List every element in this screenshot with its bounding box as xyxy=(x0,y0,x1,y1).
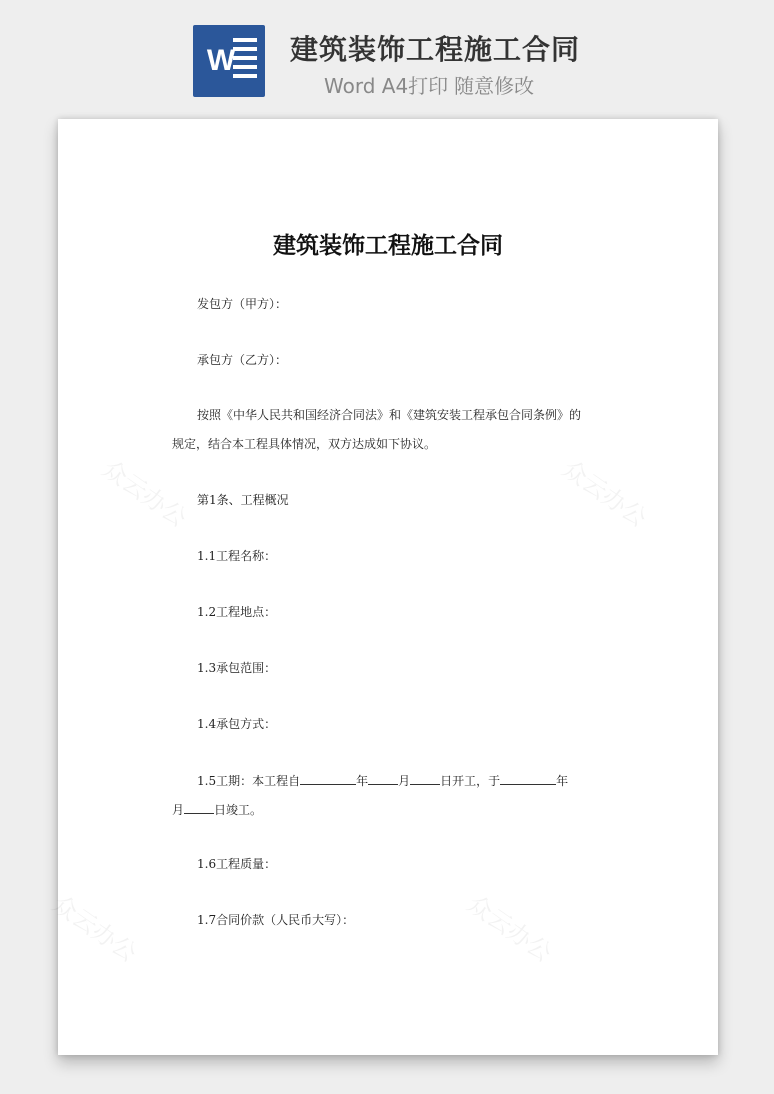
word-app-icon xyxy=(193,25,265,97)
item-1-5-line-1 xyxy=(197,772,568,789)
header-subtitle xyxy=(324,70,540,99)
article-1-heading: 第1条、工程概况 xyxy=(197,493,289,507)
watermark-left: 众云办公 xyxy=(97,454,192,533)
item-1-4: 1.4承包方式： xyxy=(197,717,277,731)
item-1-6: 1.6工程质量： xyxy=(197,857,277,871)
document-title: 建筑装饰工程施工合同 xyxy=(273,233,503,259)
item-1-3: 1.3承包范围： xyxy=(197,661,277,675)
preamble-line-2: 规定，结合本工程具体情况，双方达成如下协议。 xyxy=(172,437,437,451)
blank-start-month xyxy=(368,772,398,785)
party-b-label: 承包方（乙方）： xyxy=(197,353,288,367)
blank-end-day xyxy=(184,801,214,814)
item-1-5-prefix: 1.5工期：本工程自 xyxy=(197,774,301,788)
preamble-line-1: 按照《中华人民共和国经济合同法》和《建筑安装工程承包合同条例》的 xyxy=(197,408,582,422)
blank-start-day xyxy=(410,772,440,785)
watermark-right: 众云办公 xyxy=(557,454,652,533)
item-1-5-month2: 月 xyxy=(172,803,185,817)
item-1-5-end: 日竣工。 xyxy=(214,803,263,817)
item-1-5-year2: 年 xyxy=(556,774,569,788)
item-1-2: 1.2工程地点： xyxy=(197,605,277,619)
blank-start-year xyxy=(300,772,356,785)
watermark-bottom-right: 众云办公 xyxy=(462,889,557,968)
item-1-5-year1: 年 xyxy=(356,774,369,788)
item-1-5-start: 日开工，于 xyxy=(440,774,501,788)
item-1-1: 1.1工程名称： xyxy=(197,549,277,563)
item-1-5-line-2 xyxy=(172,801,262,818)
party-a-label: 发包方（甲方）： xyxy=(197,297,288,311)
item-1-7: 1.7合同价款（人民币大写）： xyxy=(197,913,355,927)
watermark-bottom-left: 众云办公 xyxy=(47,889,142,968)
header-banner xyxy=(0,0,774,110)
header-title: 建筑装饰工程施工合同 xyxy=(290,33,581,66)
word-letter-icon: W xyxy=(206,44,236,77)
subtitle-edit: 随意修改 xyxy=(454,74,535,98)
document-page xyxy=(47,119,718,1055)
blank-end-year xyxy=(500,772,556,785)
subtitle-format: Word A4打印 xyxy=(324,74,449,98)
item-1-5-month1: 月 xyxy=(398,774,411,788)
